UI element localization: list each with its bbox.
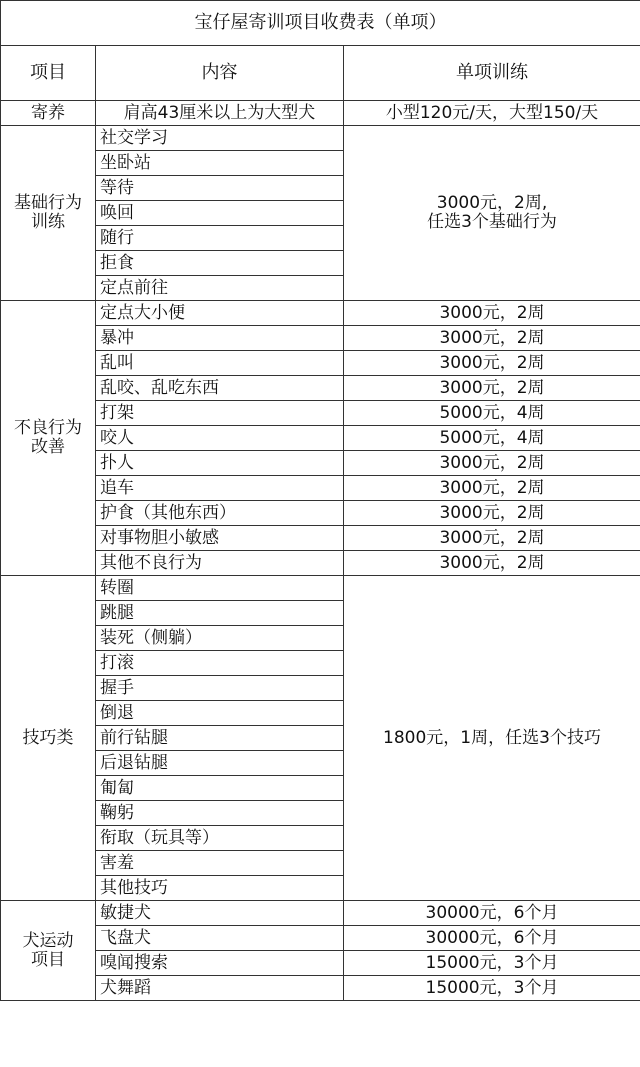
trick-item: 倒退 [96,701,344,726]
basic-item: 定点前往 [96,276,344,301]
bad-item-price: 3000元，2周 [344,376,640,401]
sport-item-price: 30000元，6个月 [344,926,640,951]
bad-item-price: 3000元，2周 [344,351,640,376]
trick-item: 鞠躬 [96,801,344,826]
table-row [1,326,640,351]
table-row [1,426,640,451]
basic-item: 随行 [96,226,344,251]
trick-item: 跳腿 [96,601,344,626]
basic-item: 坐卧站 [96,151,344,176]
sport-item-price: 30000元，6个月 [344,901,640,926]
basic-item: 拒食 [96,251,344,276]
table-row [1,576,640,601]
table-title: 宝仔屋寄训项目收费表（单项） [1,1,640,46]
bad-item: 护食（其他东西） [96,501,344,526]
table-row [1,451,640,476]
trick-item: 打滚 [96,651,344,676]
trick-item: 前行钻腿 [96,726,344,751]
category-bad-behavior-line: 不良行为 [14,418,82,439]
bad-item-price: 3000元，2周 [344,301,640,326]
table-row [1,351,640,376]
bad-item-price: 5000元，4周 [344,426,640,451]
sport-item: 飞盘犬 [96,926,344,951]
basic-price-line: 3000元，2周, [436,193,548,214]
sport-item-price: 15000元，3个月 [344,951,640,976]
tricks-price: 1800元，1周，任选3个技巧 [344,576,640,901]
bad-item: 对事物胆小敏感 [96,526,344,551]
bad-item: 打架 [96,401,344,426]
bad-item-price: 3000元，2周 [344,526,640,551]
bad-item: 乱叫 [96,351,344,376]
category-basic-line: 训练 [31,212,65,232]
category-sports-line: 项目 [31,949,65,970]
bad-item-price: 3000元，2周 [344,476,640,501]
table-row [1,376,640,401]
category-bad-behavior [1,301,96,576]
category-sports [1,901,96,1001]
sport-item: 敏捷犬 [96,901,344,926]
basic-item: 唤回 [96,201,344,226]
bad-item-price: 5000元，4周 [344,401,640,426]
header-content: 内容 [96,46,344,101]
category-bad-behavior-line: 改善 [31,437,65,457]
trick-item: 衔取（玩具等） [96,826,344,851]
bad-item-price: 3000元，2周 [344,451,640,476]
bad-item: 乱咬、乱吃东西 [96,376,344,401]
category-boarding: 寄养 [1,101,96,126]
header-single-training: 单项训练 [344,46,640,101]
header-project: 项目 [1,46,96,101]
trick-item: 转圈 [96,576,344,601]
table-row [1,476,640,501]
bad-item: 扑人 [96,451,344,476]
boarding-row [1,101,640,126]
trick-item: 匍匐 [96,776,344,801]
bad-item-price: 3000元，2周 [344,326,640,351]
category-basic [1,126,96,301]
boarding-price: 小型120元/天，大型150/天 [344,101,640,126]
table-row [1,526,640,551]
basic-item: 社交学习 [96,126,344,151]
trick-item: 握手 [96,676,344,701]
category-tricks: 技巧类 [1,576,96,901]
table-row [1,301,640,326]
table-row [1,951,640,976]
trick-item: 其他技巧 [96,876,344,901]
boarding-content: 肩高43厘米以上为大型犬 [96,101,344,126]
basic-price [344,126,640,301]
table-row [1,126,640,151]
bad-item: 暴冲 [96,326,344,351]
sport-item-price: 15000元，3个月 [344,976,640,1001]
sport-item: 犬舞蹈 [96,976,344,1001]
category-basic-line: 基础行为 [14,193,82,214]
trick-item: 装死（侧躺） [96,626,344,651]
trick-item: 后退钻腿 [96,751,344,776]
sport-item: 嗅闻搜索 [96,951,344,976]
bad-item: 咬人 [96,426,344,451]
table-row [1,501,640,526]
bad-item: 定点大小便 [96,301,344,326]
table-row [1,926,640,951]
table-row [1,976,640,1001]
table-row [1,401,640,426]
bad-item: 其他不良行为 [96,551,344,576]
basic-item: 等待 [96,176,344,201]
table-row [1,551,640,576]
bad-item-price: 3000元，2周 [344,501,640,526]
bad-item-price: 3000元，2周 [344,551,640,576]
basic-price-line: 任选3个基础行为 [427,212,557,232]
category-sports-line: 犬运动 [22,930,74,951]
trick-item: 害羞 [96,851,344,876]
table-row [1,901,640,926]
bad-item: 追车 [96,476,344,501]
